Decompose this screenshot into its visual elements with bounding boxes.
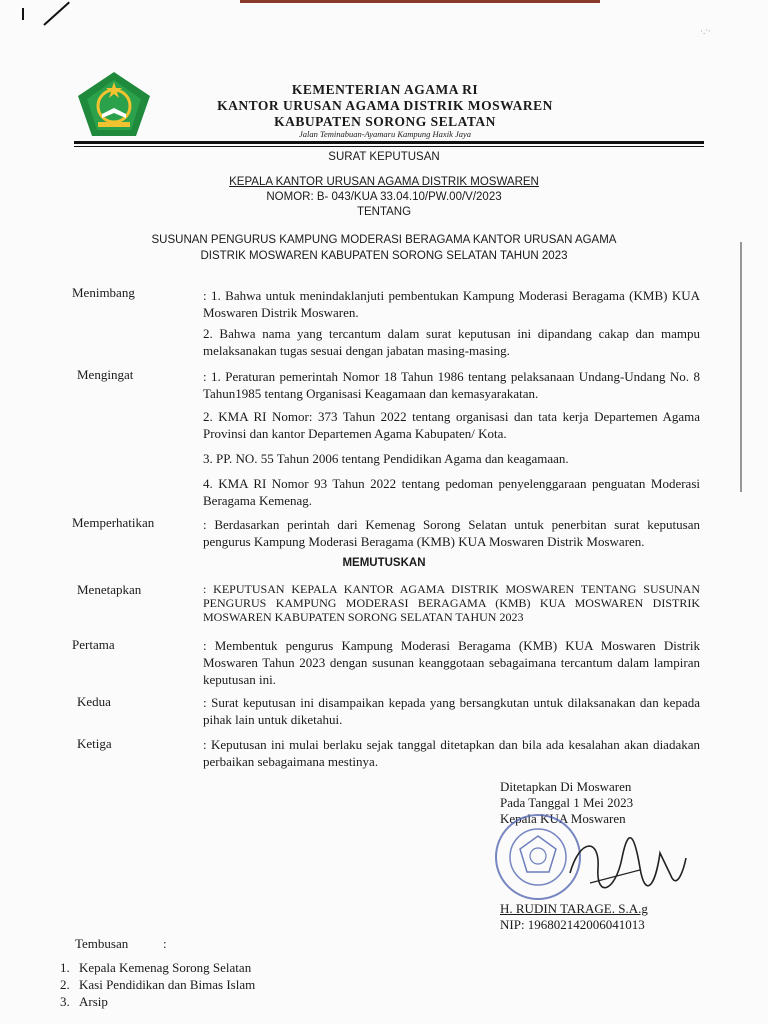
memutuskan-heading: MEMUTUSKAN [342,557,426,569]
label-mengingat: Mengingat [77,367,134,382]
header-address: Jalan Teminabuan-Ayamaru Kampung Haxik Jaya [298,129,472,139]
header-rule-thick [74,141,704,144]
kemenag-logo-icon [76,70,152,138]
list-text: Arsip [79,994,108,1009]
kedua-text: : Surat keputusan ini disampaikan kepada yang bersangkutan untuk dilaksanakan dan kepada pihak lain untuk diketahui. [203,695,700,727]
signature-icon [560,828,690,898]
list-text: Kepala Kemenag Sorong Selatan [79,960,252,975]
list-number: 3. [60,994,70,1009]
list-number: 1. [60,960,70,975]
tembusan-label: Tembusan [75,936,129,951]
menimbang-point-1: : 1. Bahwa untuk menindaklanjuti pembentukan Kampung Moderasi Beragama (KMB) KUA Moswaren Distrik Moswaren. [203,288,700,320]
corner-smudge: ·.ˑ· [700,26,711,36]
signature-title: Kepala KUA Moswaren [500,811,626,826]
signatory-nip: NIP: 196802142006041013 [500,917,645,932]
header-ministry: KEMENTERIAN AGAMA RI [291,82,479,97]
margin-tick [22,8,24,20]
signature-date: Pada Tanggal 1 Mei 2023 [500,795,634,810]
label-kedua: Kedua [77,694,111,709]
list-item [60,977,255,993]
signature-place: Ditetapkan Di Moswaren [500,779,632,794]
doc-number: NOMOR: B- 043/KUA 33.04.10/PW.00/V/2023 [266,191,502,203]
label-memperhatikan: Memperhatikan [72,515,155,530]
ketiga-text: : Keputusan ini mulai berlaku sejak tanggal ditetapkan dan bila ada kesalahan akan diadakan perbaikan sebagaimana mestinya. [203,737,700,769]
mengingat-point-3: 3. PP. NO. 55 Tahun 2006 tentang Pendidikan Agama dan keagamaan. [203,451,569,466]
list-number: 2. [60,977,70,992]
pertama-text: : Membentuk pengurus Kampung Moderasi Beragama (KMB) KUA Moswaren Distrik Moswaren Tahun 2023 dengan susunan keanggotaan sebagaimana tercantum dalam lampiran keputusan ini. [203,638,700,687]
signatory-name: H. RUDIN TARAGE. S.A.g [500,901,648,916]
doc-subject-line1: SUSUNAN PENGURUS KAMPUNG MODERASI BERAGAMA KANTOR URUSAN AGAMA [151,234,617,246]
doc-about: TENTANG [356,206,412,218]
pen-mark [43,2,70,26]
doc-issuer: KEPALA KANTOR URUSAN AGAMA DISTRIK MOSWAREN [229,176,539,188]
header-rule-thin [74,146,704,147]
doc-subject-line2: DISTRIK MOSWAREN KABUPATEN SORONG SELATAN TAHUN 2023 [200,250,568,262]
label-menetapkan: Menetapkan [77,582,142,597]
tembusan-colon: : [163,936,167,951]
scan-edge-line [740,242,742,492]
list-text: Kasi Pendidikan dan Bimas Islam [79,977,256,992]
doc-type: SURAT KEPUTUSAN [328,151,440,163]
mengingat-point-1: : 1. Peraturan pemerintah Nomor 18 Tahun 1986 tentang pelaksanaan Undang-Undang No. 8 Tahun1985 tentang Organisasi Keagamaan dan kemasyarakatan. [203,369,700,401]
menetapkan-text: : KEPUTUSAN KEPALA KANTOR AGAMA DISTRIK MOSWAREN TENTANG SUSUNAN PENGURUS KAMPUNG MODERASI BERAGAMA (KMB) KUA MOSWAREN DISTRIK MOSWAREN KABUPATEN SORONG SELATAN TAHUN 2023 [203,582,700,624]
label-pertama: Pertama [72,637,115,652]
memperhatikan-point: : Berdasarkan perintah dari Kemenag Sorong Selatan untuk penerbitan surat keputusan pengurus Kampung Moderasi Beragama (KMB) KUA Moswaren Distrik Moswaren. [203,517,700,549]
header-office: KANTOR URUSAN AGAMA DISTRIK MOSWAREN [217,98,553,113]
list-item [60,994,108,1010]
list-item [60,960,251,976]
mengingat-point-2: 2. KMA RI Nomor: 373 Tahun 2022 tentang organisasi dan tata kerja Departemen Agama Provinsi dan kantor Departemen Agama Kabupaten/ Kota. [203,409,700,441]
menimbang-point-2: 2. Bahwa nama yang tercantum dalam surat keputusan ini dipandang cakap dan mampu melaksanakan tugas sesuai dengan jabatan masing-masing. [203,326,700,358]
mengingat-point-4: 4. KMA RI Nomor 93 Tahun 2022 tentang pedoman penyelenggaraan penguatan Moderasi Beragama Kemenag. [203,476,700,508]
top-edge-mark [240,0,600,3]
label-ketiga: Ketiga [77,736,112,751]
header-regency: KABUPATEN SORONG SELATAN [274,114,496,129]
label-menimbang: Menimbang [72,285,135,300]
